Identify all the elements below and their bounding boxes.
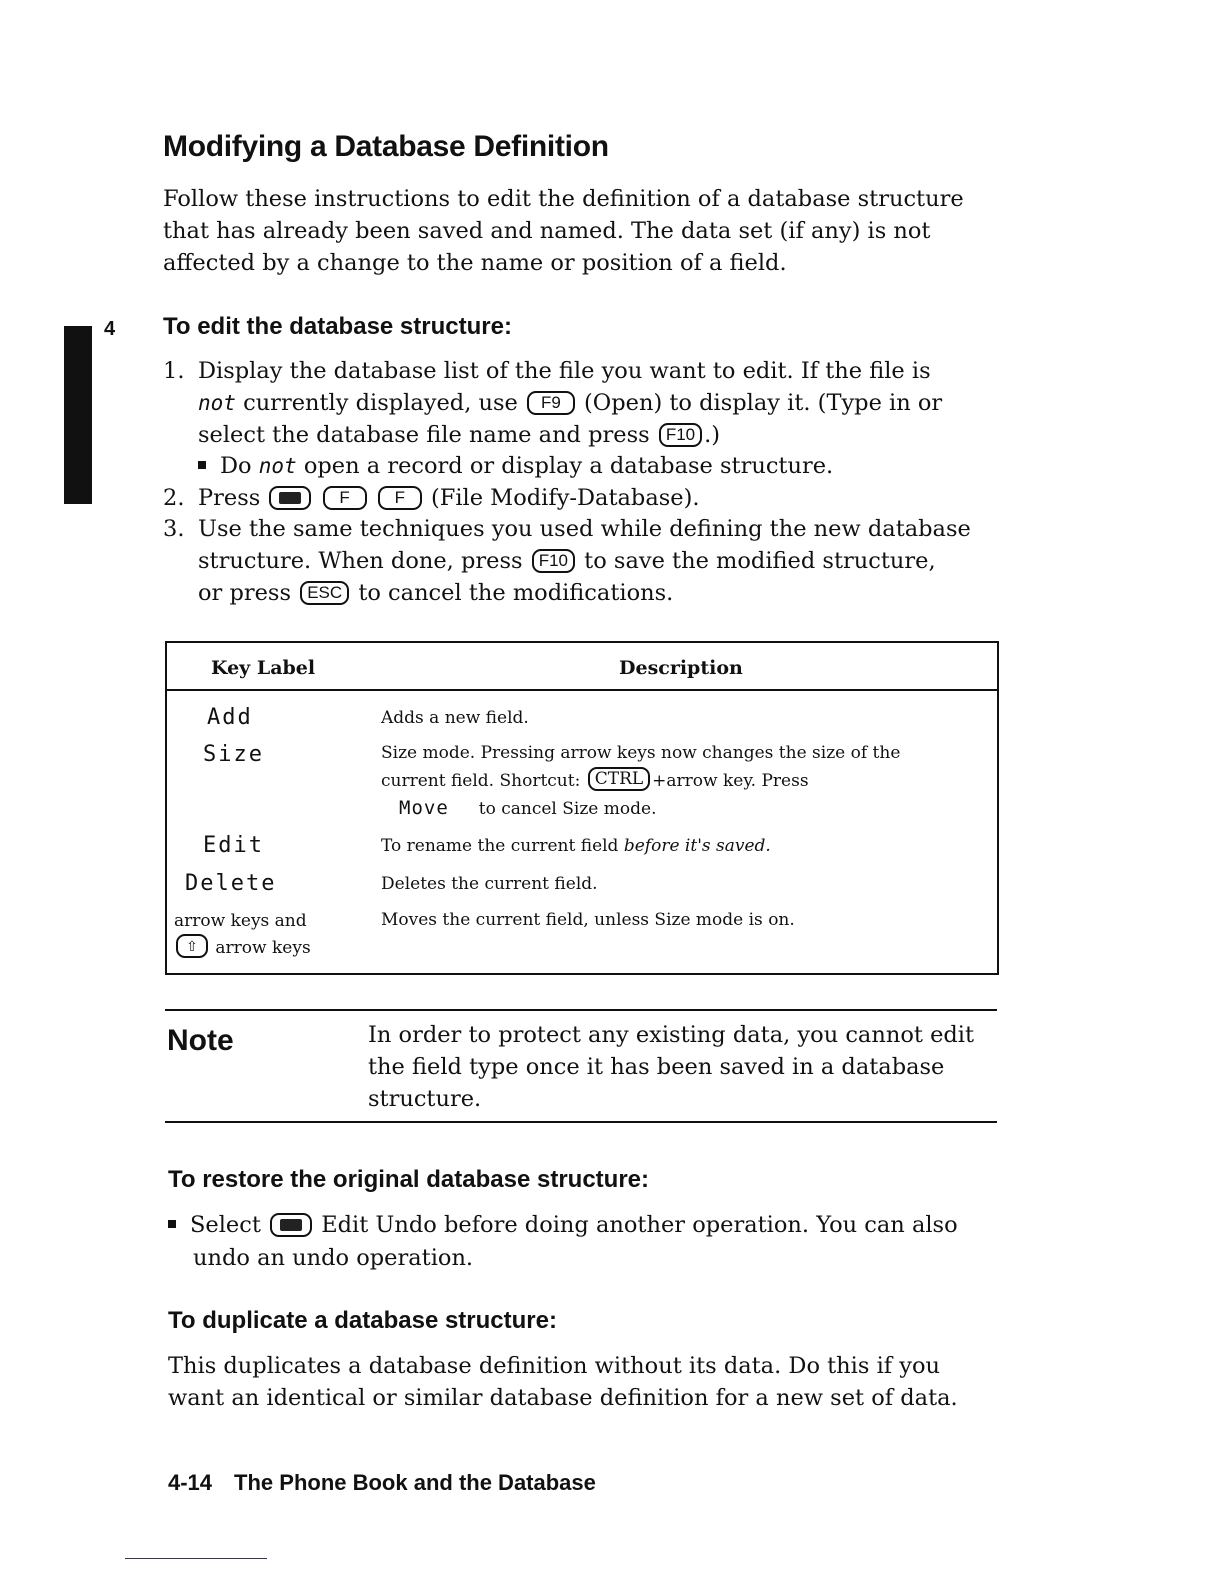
delete-description: Deletes the current field. xyxy=(381,874,598,894)
edit-description-pre: To rename the current field xyxy=(381,836,619,856)
step-1-line-3b: .) xyxy=(704,422,721,448)
chapter-tab-number: 4 xyxy=(104,318,116,340)
esc-key: ESC xyxy=(300,581,349,605)
restore-line-1-text: Edit Undo before doing another operation. You can also xyxy=(321,1212,958,1238)
step-1-line-3 xyxy=(198,419,720,451)
step-3-line-1: Use the same techniques you used while defining the new database xyxy=(198,516,971,542)
restore-pre: Select xyxy=(190,1212,261,1238)
column-header-description: Description xyxy=(619,657,743,679)
menu-key-icon xyxy=(269,486,311,510)
page-title: Modifying a Database Definition xyxy=(163,130,609,163)
step-1-line-1: Display the database list of the file you want to edit. If the file is xyxy=(198,358,931,384)
restore-section-heading: To restore the original database structure: xyxy=(168,1166,649,1193)
step-1-number: 1. xyxy=(163,358,185,384)
edit-description xyxy=(381,833,981,860)
edit-section-heading: To edit the database structure: xyxy=(163,313,512,340)
size-description-line-3 xyxy=(381,795,981,823)
f-key: F xyxy=(378,486,422,510)
restore-line-2: undo an undo operation. xyxy=(193,1245,474,1271)
footer-rule xyxy=(125,1558,267,1559)
step-2-post: (File Modify-Database). xyxy=(430,485,700,511)
page-number: 4-14 xyxy=(168,1470,213,1495)
emphasis-not: not xyxy=(258,454,297,478)
chapter-tab-bar xyxy=(64,326,92,504)
emphasis-not: not xyxy=(198,391,236,415)
step-3-line-2b: to save the modified structure, xyxy=(584,548,936,574)
f-key: F xyxy=(323,486,367,510)
edit-description-em: before it's saved. xyxy=(623,836,771,856)
page-footer xyxy=(168,1470,596,1496)
step-1-bullet xyxy=(198,450,833,482)
step-1-line-2b: (Open) to display it. (Type in or xyxy=(584,390,943,416)
arrow-description: Moves the current field, unless Size mode is on. xyxy=(381,910,795,930)
softkey-move: Move xyxy=(399,797,449,819)
size-description-3: to cancel Size mode. xyxy=(478,799,657,819)
step-2-line xyxy=(198,482,700,514)
shift-key-icon: ⇧ xyxy=(176,934,208,958)
size-description xyxy=(381,740,981,823)
step-1-bullet-post: open a record or display a database structure. xyxy=(303,453,834,479)
chapter-title: The Phone Book and the Database xyxy=(234,1470,596,1495)
note-text: In order to protect any existing data, you cannot edit the field type once it has been saved in a database structure. xyxy=(368,1022,975,1112)
size-description-line-1: Size mode. Pressing arrow keys now changes the size of the xyxy=(381,743,901,763)
step-1-line-3a: select the database file name and press xyxy=(198,422,650,448)
step-3-line-2a: structure. When done, press xyxy=(198,548,523,574)
softkey-size: Size xyxy=(203,742,264,767)
size-description-2a: current field. Shortcut: xyxy=(381,771,581,791)
step-3-line-2 xyxy=(198,545,936,577)
arrow-keys-line-2-text: arrow keys xyxy=(215,938,311,958)
softkey-add: Add xyxy=(207,705,253,730)
restore-line-1 xyxy=(168,1209,958,1241)
arrow-keys-line-2 xyxy=(174,934,311,961)
note-label: Note xyxy=(167,1024,234,1057)
note-bottom-rule xyxy=(165,1121,997,1123)
menu-key-icon xyxy=(270,1213,312,1237)
size-description-2b: +arrow key. Press xyxy=(652,771,809,791)
softkey-edit: Edit xyxy=(203,833,264,858)
bullet-icon xyxy=(168,1220,176,1228)
bullet-icon xyxy=(198,461,206,469)
duplicate-paragraph: This duplicates a database definition without its data. Do this if you want an identical or similar database definition for a new set of data. xyxy=(168,1353,958,1411)
step-3-line-3b: to cancel the modifications. xyxy=(358,580,674,606)
note-top-rule xyxy=(165,1009,997,1011)
step-1-line-2a: currently displayed, use xyxy=(243,390,518,416)
f10-key: F10 xyxy=(532,549,575,573)
step-2-number: 2. xyxy=(163,485,185,511)
ctrl-key: CTRL xyxy=(588,767,650,791)
arrow-keys-line-1: arrow keys and xyxy=(174,911,307,931)
key-label-table xyxy=(165,641,999,975)
duplicate-section-heading: To duplicate a database structure: xyxy=(168,1307,557,1334)
f9-key: F9 xyxy=(527,391,575,415)
step-3-number: 3. xyxy=(163,516,185,542)
step-3-line-3 xyxy=(198,577,673,609)
step-2-pre: Press xyxy=(198,485,261,511)
table-header xyxy=(167,643,997,691)
step-1-bullet-pre: Do xyxy=(220,453,252,479)
step-3-line-3a: or press xyxy=(198,580,292,606)
arrow-keys-label xyxy=(174,908,311,961)
column-header-key-label: Key Label xyxy=(211,657,316,679)
softkey-delete: Delete xyxy=(185,871,277,896)
add-description: Adds a new field. xyxy=(381,708,529,728)
size-description-line-2 xyxy=(381,767,981,795)
step-1-line-2 xyxy=(198,387,942,419)
f10-key: F10 xyxy=(659,423,702,447)
intro-paragraph: Follow these instructions to edit the definition of a database structure that has already been saved and named. The data set (if any) is not affected by a change to the name or position of a field. xyxy=(163,186,964,276)
